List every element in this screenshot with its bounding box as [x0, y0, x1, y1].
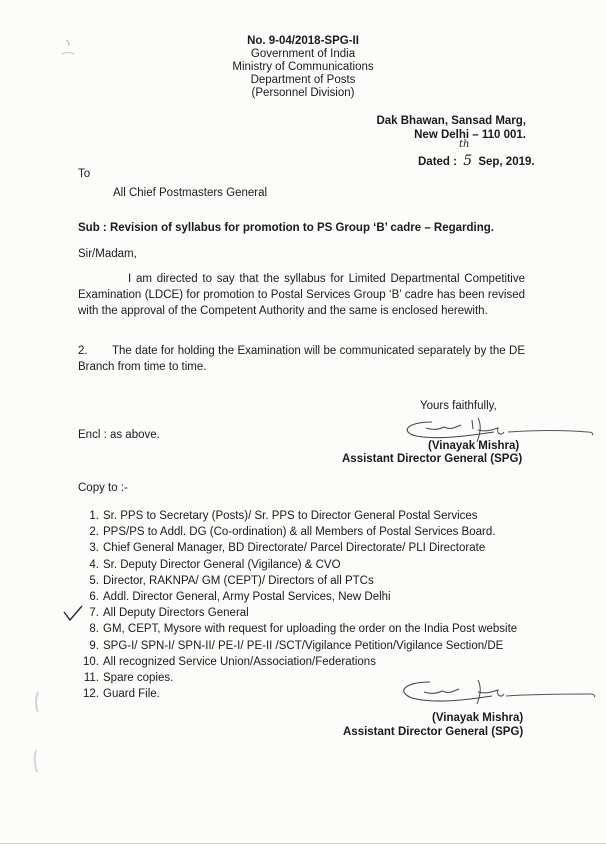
- reference-number: No. 9-04/2018-SPG-II: [247, 35, 359, 47]
- list-item: 3. Chief General Manager, BD Directorate/ Parcel Directorate/ PLI Directorate: [89, 542, 486, 555]
- org-ministry: Ministry of Communications: [232, 61, 374, 73]
- signature-2-icon: [394, 676, 604, 712]
- address-line-2: New Delhi – 110 001.: [414, 129, 526, 141]
- list-item: 12. Guard File.: [83, 688, 160, 701]
- paragraph-1: I am directed to say that the syllabus for Limited Departmental Competitive Examination (LDCE) for promotion to Postal Services Group ‘B’ cadre has been revised with the approval of the Competent Authority and the same is enclosed herewith.: [78, 273, 525, 317]
- recipient: All Chief Postmasters General: [113, 187, 268, 199]
- list-item: 7. All Deputy Directors General: [89, 607, 249, 620]
- date-label: Dated :: [418, 156, 457, 168]
- list-item: 2. PPS/PS to Addl. DG (Co-ordination) & all Members of Postal Services Board.: [89, 526, 496, 539]
- address-line-1: Dak Bhawan, Sansad Marg,: [376, 115, 526, 127]
- date-day: 5: [463, 153, 473, 169]
- list-item: 5. Director, RAKNPA/ GM (CEPT)/ Directors of all PTCs: [89, 574, 374, 587]
- page-bottom-edge: [0, 843, 606, 844]
- tick-mark-icon: [62, 604, 84, 624]
- subject-line: Sub : Revision of syllabus for promotion to PS Group ‘B’ cadre – Regarding.: [78, 222, 494, 234]
- paragraph-2-number: 2.: [78, 345, 88, 357]
- date-line: [418, 154, 535, 169]
- closing: Yours faithfully,: [420, 400, 497, 412]
- list-item: 1. Sr. PPS to Secretary (Posts)/ Sr. PPS to Director General Postal Services: [89, 510, 478, 522]
- signatory-2-title: Assistant Director General (SPG): [343, 726, 524, 738]
- signatory-title: Assistant Director General (SPG): [342, 453, 523, 465]
- list-item: 9. SPG-I/ SPN-I/ SPN-II/ PE-I/ PE-II /SCT/Vigilance Petition/Vigilance Section/DE: [89, 639, 504, 652]
- org-department: Department of Posts: [250, 74, 356, 86]
- signatory-2-name: (Vinayak Mishra): [432, 712, 524, 724]
- list-item: 11. Spare copies.: [83, 672, 174, 685]
- paragraph-2-text: The date for holding the Examination will be communicated separately by the DE Branch from time to time.: [78, 345, 525, 373]
- to-label: To: [78, 168, 91, 180]
- copy-to-label: Copy to :-: [78, 482, 128, 494]
- signatory-name: (Vinayak Mishra): [428, 440, 520, 452]
- scan-mark-icon: [58, 36, 88, 64]
- salutation: Sir/Madam,: [78, 248, 137, 260]
- paragraph-2: [78, 343, 525, 375]
- date-superscript: th: [459, 139, 470, 150]
- enclosure-note: Encl : as above.: [78, 429, 160, 441]
- org-government: Government of India: [250, 48, 356, 60]
- list-item: 10. All recognized Service Union/Association/Federations: [83, 655, 376, 668]
- scan-edge-mark-icon: [30, 690, 46, 800]
- date-rest: Sep, 2019.: [478, 156, 535, 168]
- copy-to-list: [77, 508, 547, 702]
- list-item: 4. Sr. Deputy Director General (Vigilance) & CVO: [89, 558, 341, 571]
- org-division: (Personnel Division): [251, 87, 355, 99]
- list-item: 6. Addl. Director General, Army Postal Services, New Delhi: [89, 591, 391, 604]
- list-item: 8. GM, CEPT, Mysore with request for uploading the order on the India Post website: [89, 623, 518, 636]
